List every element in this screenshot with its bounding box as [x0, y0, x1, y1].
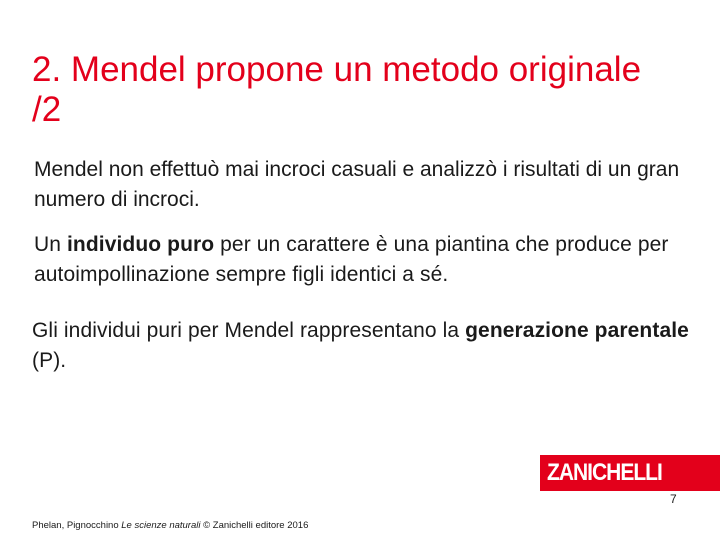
paragraph-3 — [32, 316, 692, 376]
footer-authors: Phelan, Pignocchino — [32, 520, 122, 531]
paragraph-2 — [34, 230, 694, 290]
term-generazione-parentale: generazione parentale — [465, 319, 689, 342]
page-number: 7 — [670, 492, 677, 506]
paragraph-1: Mendel non effettuò mai incroci casuali e analizzò i risultati di un gran numero di incroci. — [34, 158, 680, 211]
footer-book-title: Le scienze naturali — [121, 520, 201, 531]
logo-text: ZANICHELLI — [547, 459, 662, 486]
paragraph-2-text: Un — [34, 233, 67, 256]
paragraph-3-text: Gli individui puri per Mendel rappresentano la — [32, 319, 466, 342]
footer-credits — [32, 520, 308, 531]
paragraph-2-text-end: per un carattere è una piantina che produce per autoimpollinazione sempre figli identici a sé. — [34, 233, 669, 286]
paragraph-3-text-end: (P). — [32, 349, 67, 372]
term-individuo-puro: individuo puro — [66, 233, 215, 256]
footer-publisher: © Zanichelli editore 2016 — [200, 520, 309, 531]
slide-title: 2. Mendel propone un metodo originale /2 — [32, 50, 642, 129]
zanichelli-logo — [540, 455, 720, 491]
